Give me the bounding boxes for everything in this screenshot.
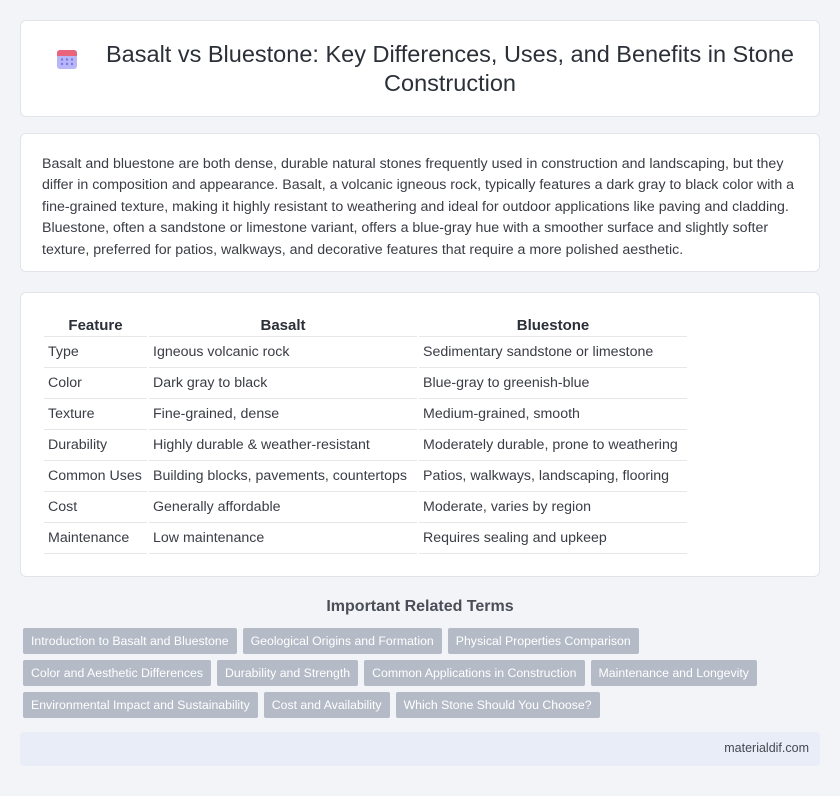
header-feature: Feature	[44, 315, 147, 337]
cell-basalt: Low maintenance	[149, 523, 417, 554]
related-term-tag[interactable]: Durability and Strength	[217, 660, 358, 686]
related-term-tag[interactable]: Physical Properties Comparison	[448, 628, 639, 654]
comparison-table	[42, 315, 689, 554]
cell-basalt: Highly durable & weather-resistant	[149, 430, 417, 461]
cell-feature: Common Uses	[44, 461, 147, 492]
cell-basalt: Fine-grained, dense	[149, 399, 417, 430]
cell-basalt: Igneous volcanic rock	[149, 337, 417, 368]
related-terms-heading: Important Related Terms	[326, 598, 514, 615]
cell-feature: Cost	[44, 492, 147, 523]
table-row	[44, 523, 687, 554]
header-basalt: Basalt	[149, 315, 417, 337]
cell-bluestone: Moderate, varies by region	[419, 492, 687, 523]
cell-bluestone: Medium-grained, smooth	[419, 399, 687, 430]
table-row	[44, 337, 687, 368]
footer-site: materialdif.com	[724, 741, 809, 755]
related-term-tag[interactable]: Color and Aesthetic Differences	[23, 660, 211, 686]
cell-feature: Color	[44, 368, 147, 399]
cell-basalt: Building blocks, pavements, countertops	[149, 461, 417, 492]
cell-bluestone: Moderately durable, prone to weathering	[419, 430, 687, 461]
title-card	[20, 20, 820, 117]
footer	[20, 732, 820, 766]
page-title: Basalt vs Bluestone: Key Differences, Uses, and Benefits in Stone Construction	[106, 40, 794, 96]
cell-feature: Maintenance	[44, 523, 147, 554]
related-term-tag[interactable]: Which Stone Should You Choose?	[396, 692, 600, 718]
cell-bluestone: Blue-gray to greenish-blue	[419, 368, 687, 399]
related-term-tag[interactable]: Cost and Availability	[264, 692, 390, 718]
header-bluestone: Bluestone	[419, 315, 687, 337]
cell-basalt: Dark gray to black	[149, 368, 417, 399]
related-term-tag[interactable]: Introduction to Basalt and Bluestone	[23, 628, 237, 654]
related-term-tag[interactable]: Geological Origins and Formation	[243, 628, 442, 654]
cell-bluestone: Sedimentary sandstone or limestone	[419, 337, 687, 368]
related-term-tag[interactable]: Common Applications in Construction	[364, 660, 584, 686]
table-row	[44, 368, 687, 399]
table-row	[44, 461, 687, 492]
related-term-tag[interactable]: Maintenance and Longevity	[591, 660, 757, 686]
cell-basalt: Generally affordable	[149, 492, 417, 523]
related-term-tag[interactable]: Environmental Impact and Sustainability	[23, 692, 258, 718]
table-row	[44, 492, 687, 523]
table-row	[44, 430, 687, 461]
cell-feature: Durability	[44, 430, 147, 461]
table-header-row	[44, 315, 687, 337]
table-row	[44, 399, 687, 430]
intro-paragraph: Basalt and bluestone are both dense, durable natural stones frequently used in construction and landscaping, but they differ in composition and appearance. Basalt, a volcanic igneous rock, typically features a dark gray to black color with a fine-grained texture, making it highly resistant to weathering and ideal for outdoor applications like paving and cladding. Bluestone, often a sandstone or limestone variant, offers a blue-gray hue with a smoother surface and slightly softer texture, preferred for patios, walkways, and decorative features that require a more polished aesthetic.	[42, 156, 795, 258]
comparison-table-card	[20, 292, 820, 577]
cell-bluestone: Patios, walkways, landscaping, flooring	[419, 461, 687, 492]
intro-card	[20, 133, 820, 272]
cell-feature: Texture	[44, 399, 147, 430]
related-terms-list	[23, 628, 823, 718]
cell-feature: Type	[44, 337, 147, 368]
cell-bluestone: Requires sealing and upkeep	[419, 523, 687, 554]
